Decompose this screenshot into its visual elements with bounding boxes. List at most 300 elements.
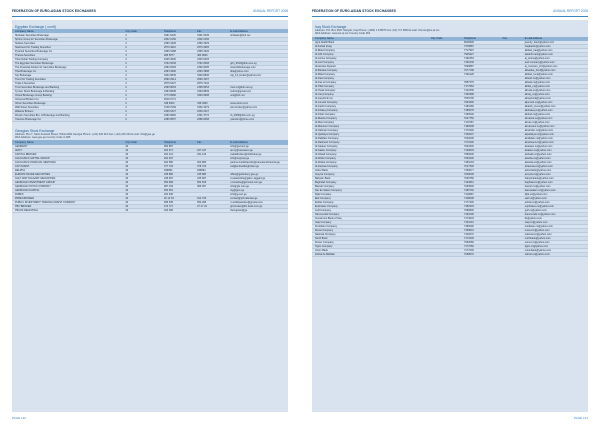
cell-company: Trend for Trading Securities [12,77,122,81]
cell-company: Pyramid Securities Brokerage Co. [12,49,122,53]
cell-company: Investment Bank of Iraq [312,217,428,221]
cell-company: Eshtar Company [312,201,428,205]
cell-email: partner.kurtskhavidze@caucasusfinancial.ge [227,161,288,165]
column-header-fax: Fax [194,29,227,33]
cell-telephone: 922 580 [161,161,194,165]
cell-telephone: 7063300 [461,145,500,149]
cell-email: alsadeer.co@yahoo.com [522,145,588,149]
cell-fax: 3349 9508 [194,93,227,97]
cell-telephone: 2336 0327 [161,109,194,113]
cell-city-code: 2 [122,33,161,37]
cell-email: northbank@yahoo.com [522,237,588,241]
cell-company: Elaf Company [312,197,428,201]
cell-fax: 2336 0327 [194,109,227,113]
cell-email: alfasal.co@yahoo.com [522,81,588,85]
cell-email: alzawraa.co@yahoo.com [522,165,588,169]
cell-company: Al-Warka Company [312,161,428,165]
cell-telephone: 7161006 [461,213,500,217]
cell-fax: 2395 3206 [194,49,227,53]
cell-telephone: 7180303 [461,205,500,209]
cell-telephone: 7047750 [461,117,500,121]
cell-company: Top Brokerage [12,73,122,77]
cell-telephone: 3748 7006 [161,105,194,109]
cell-company: Sphinx Group for Securities Brokerage [12,37,122,41]
cell-city-code: 32 [122,209,161,213]
content-panel [312,20,588,412]
cell-company: Al-Fahad (Iraq) [312,45,428,49]
header-report: ANNUAL REPORT 2008 [553,9,588,13]
cell-email: almasira.co@yahoo.com [522,117,588,121]
cell-fax [500,253,522,257]
cell-city-code: 32 [122,145,161,149]
cell-city-code: 2 [122,89,161,93]
cell-email: ucs@link.net [227,93,288,97]
section-title: Georgian Stock Exchange [15,128,55,133]
cell-company: Trust Securities Brokerage and Banking [12,85,122,89]
cell-telephone: 7478887 [461,45,500,49]
cell-fax: 920 983 [194,161,227,165]
cell-telephone: 7068070 [461,253,500,257]
cell-city-code: 32 [122,181,161,185]
cell-telephone: 7717997 [461,49,500,53]
cell-fax [194,209,227,213]
cell-email: tiba@prime.com [227,69,288,73]
column-header-telephone: Telephone [161,140,194,144]
cell-company: Gulf Company [312,209,428,213]
column-header-email: E-mail Address [227,140,288,144]
cell-telephone: 7048006 [461,173,500,177]
cell-email: aliraqzonk@yahoo.com [522,97,588,101]
cell-fax: 338 3083 [194,101,227,105]
cell-city-code: 2 [122,109,161,113]
cell-telephone: 7171000 [461,141,500,145]
cell-telephone: 2390 3328 [161,41,194,45]
cell-fax: 2395 8053 [194,85,227,89]
section-georgian-stock-exchange [12,128,288,213]
cell-company: Al-Daa Company [312,77,428,81]
cell-company: DELPHA [12,169,122,173]
header-org: FEDERATION OF EURO-ASIAN STOCK EXCHANGES [12,9,96,13]
cell-telephone: 7088800 [461,209,500,213]
cell-email: capitalbroker@cbkbroker.ge [227,153,288,157]
cell-telephone: 7121536 [461,89,500,93]
cell-email: aliraq_co@yahoo.com [522,93,588,97]
cell-email: ashurbank@yahoo.com [522,169,588,173]
cell-email: m.lordkipanidze@gmaiw.com [227,201,288,205]
cell-company: AMCY [12,149,122,153]
cell-city-code: 2 [122,65,161,69]
cell-telephone: 7117060 [461,121,500,125]
cell-telephone: 939894 [161,169,194,173]
cell-telephone: 7190153 [461,57,500,61]
cell-email: www.tfabrokerage.com [227,65,288,69]
cell-company: Al Bilad Company [312,49,428,53]
cell-company: Dijla Company [312,193,428,197]
cell-email: alwaha.co@yahoo.com [522,157,588,161]
cell-email: alkhair.co@yahoo.com [522,113,588,117]
cell-email: office@gelbrokery.gse.ge [227,173,288,177]
cell-email: dijla.co@yahoo.com [522,193,588,197]
cell-company: CAPITAL BROKER [12,153,122,157]
cell-city-code: 32 [122,169,161,173]
cell-email: yasmbro@prime.com [227,117,288,121]
cell-email: info@georent.ge [227,145,288,149]
cell-company: CAUCASUS CAPITAL GROUP [12,157,122,161]
cell-company: TBILISI REGISTRAL [12,209,122,213]
cell-telephone: 7905227 [461,53,500,57]
cell-email: wss.broker@yahoo.com [227,105,288,109]
cell-city-code: 32 [122,173,161,177]
column-header-telephone: Telephone [461,37,500,41]
cell-fax: 2579 4905 [194,45,227,49]
cell-telephone: 291 940 [161,193,194,197]
cell-company: Mosul Company [312,229,428,233]
content-panel [12,20,288,412]
cell-company: Al-Salam Company [312,149,428,153]
cell-company: GEORGIAN INVESTMENT GROUP [12,181,122,185]
cell-telephone: 7887375 [461,81,500,85]
cell-company: CAUCASUS FINANCIAL SERVICES [12,161,122,165]
cell-telephone: 323 385 [161,209,194,213]
cell-telephone: 7120070 [461,233,500,237]
cell-email: amcy@caucasus.ge [227,149,288,153]
cell-telephone: 2575 6427 [161,81,194,85]
cell-telephone: 7120810 [461,181,500,185]
cell-telephone: 272 727 [161,205,194,209]
cell-telephone: 7060080 [461,241,500,245]
cell-city-code: 2 [122,85,161,89]
cell-telephone: 7065780 [461,177,500,181]
cell-telephone: 7063300 [461,101,500,105]
company-table [12,140,288,213]
cell-city-code: 2 [122,117,161,121]
section-title: Iraq Stock Exchange [315,25,347,29]
cell-city-code: 32 [122,189,161,193]
cell-email: tcobro@gmail.com [227,89,288,93]
cell-fax: 227 447 [194,149,227,153]
cell-email: ibi@yahoo.com [522,217,588,221]
cell-telephone: 338 8300 [161,101,194,105]
cell-fax: 235 880 [194,173,227,177]
cell-city-code: 32 [122,185,161,189]
cell-email: tigris.co@yahoo.com [522,245,588,249]
cell-fax: 291 413 [194,153,227,157]
cell-city-code: 2 [122,61,161,65]
cell-email: cat@embeddingbroker.ge [227,165,288,169]
cell-telephone: 7190136 [461,61,500,65]
cell-fax: 2394 8839 [194,89,227,93]
cell-company: GEORGIAN-CAPITAL [12,189,122,193]
header-org: FEDERATION OF EURO-ASIAN STOCK EXCHANGES [312,9,396,13]
cell-telephone: 952 887 [161,145,194,149]
cell-email: alrafidain.co@yahoo.com [522,137,588,141]
cell-fax: 2392 8495 [194,65,227,69]
cell-email: trust.co@link.net.eg [227,85,288,89]
table-row [12,117,288,121]
cell-email: gfm_9510@link.com.eg [227,61,288,65]
cell-company: Al-Mansour Company [312,125,428,129]
cell-company: Al-Waha Company [312,157,428,161]
cell-email: alhuda.co@yahoo.com [522,89,588,93]
cell-company: Al-Bilad Company [312,73,428,77]
cell-telephone: 922 971 [161,149,194,153]
cell-company: GEORENT [12,145,122,149]
cell-telephone: 2393 3986 [161,69,194,73]
cell-city-code: 2 [122,69,161,73]
cell-email: alkhaleej.co@yahoo.com [522,109,588,113]
cell-company: Al-Iraq Company [312,93,428,97]
cell-fax: 952 286 [194,201,227,205]
cell-company: Sumer Company [312,241,428,245]
cell-email: alrasheed.co@yahoo.com [522,141,588,145]
cell-telephone: 7185078 [461,109,500,113]
page-header [312,9,588,15]
cell-company: CAT INVEST [12,165,122,169]
column-header-city-code: City Code [428,37,461,41]
cell-company: Al-Mas Company [312,121,428,125]
cell-email: tbcregister@ge [227,209,288,213]
column-header-company: Company Name [12,140,122,144]
cell-telephone: 2579 4910 [161,45,194,49]
cell-company: Assyria Company [312,173,428,177]
cell-company: Tycoon Stock Brokerage & Banking [12,89,122,93]
cell-email: iraqi.co@yahoo.com [522,221,588,225]
cell-fax: 235 997 [194,177,227,181]
cell-company: Alnasnam Alyarani [312,65,428,69]
cell-telephone: 3302 8845 [161,73,194,77]
cell-company: EUROPA TRADE SECURITIES [12,173,122,177]
cell-city-code: 32 [122,161,161,165]
cell-company: KOBFS [12,193,122,197]
cell-email: jewelry_bank@yahoo.com [522,41,588,45]
cell-email: euphrates.co@yahoo.com [522,205,588,209]
cell-company: Hammurabi Company [312,213,428,217]
cell-telephone: 2395 8053 [161,85,194,89]
cell-fax: 912 703 [194,197,227,201]
cell-telephone: 486 5877 [161,53,194,57]
cell-email: info@gfs.com.ge [227,185,288,189]
cell-email: elaf.co@yahoo.com [522,197,588,201]
cell-email: gulf.co@yahoo.com [522,209,588,213]
cell-company: Al-Baraka Company [312,69,428,73]
cell-email: basrah.co@yahoo.com [522,185,588,189]
cell-company: PUBLIC INVESTMENT TRADING INVEST COMPANY [12,201,122,205]
header-report: ANNUAL REPORT 2008 [253,9,288,13]
cell-company: GEORGIAN STOCK COMPANY [12,185,122,189]
cell-telephone: 7086006 [461,153,500,157]
cell-email: national.co@yahoo.com [522,233,588,237]
cell-email: albaraka_fund@yahoo.com [522,69,588,73]
cell-company: Wall Street Securities [12,105,122,109]
cell-telephone: 2516 0771 [161,97,194,101]
cell-telephone: 7069090 [461,185,500,189]
cell-company: Ashur Bank [312,169,428,173]
cell-company: Al-Khair Company [312,113,428,117]
cell-email: alnahrain.co@yahoo.com [522,129,588,133]
cell-company: Zahrat Al-Rafidain [312,253,428,257]
cell-city-code: 2 [122,101,161,105]
cell-company: Al-Masira Company [312,117,428,121]
cell-company: Al Junoob Company [312,101,428,105]
section-address: Address: P.O. Box 3607 Alwiyah, Iraq Phone: (+964) 1 8 8570 Fax: (01) 717 6800 E-mail: info-isx@isx-iq.net [315,29,440,32]
cell-city-code: 32 [122,201,161,205]
cell-city-code: 2 [122,37,161,41]
cell-company: Al-Ahli Company [312,53,428,57]
cell-telephone: 7179100 [461,129,500,133]
cell-email: top_13_broker@yahoo.com [227,73,288,77]
cell-company: Vision Securities Brokerage [12,101,122,105]
cell-telephone: 291 297 [161,157,194,161]
cell-telephone: 7101010 [461,221,500,225]
cell-telephone: 7177960 [461,85,500,89]
cell-company: Al-Nahrain Company [312,129,428,133]
cell-telephone: 7545735 [461,97,500,101]
cell-company: Al-Rasheed Company [312,141,428,145]
cell-company: Al-Rafidain Company [312,137,428,141]
cell-company: National Company [312,233,428,237]
cell-company: Tigris Company [312,245,428,249]
right-page [300,0,600,424]
cell-company: Starbound for Trading Securities [12,45,122,49]
cell-telephone: 3773 8986 [161,93,194,97]
column-header-company: Company Name [12,29,122,33]
cell-email: babylonbank@yahoo.com [522,177,588,181]
cell-telephone: 7128003 [461,149,500,153]
cell-telephone: 250 951 [161,189,194,193]
cell-company: Al-Fas el Company [312,81,428,85]
cell-company: Al-Aref Company [312,61,428,65]
cell-telephone: 7138008 [461,197,500,201]
cell-telephone: 7150398 [461,93,500,97]
column-header-city-code: City Code [122,29,161,33]
cell-company: Triple A Securities [12,81,122,85]
page-header [12,9,288,15]
cell-city-code: 32 [122,197,161,201]
column-header-email: E-mail Address [227,29,288,33]
cell-telephone: 377 703 [161,165,194,169]
cell-email: eshtar.co@yahoo.com [522,201,588,205]
cell-fax: 484 8926 [194,53,227,57]
cell-email: almansour.co@yahoo.com [522,125,588,129]
cell-telephone: 2395 3288 [161,49,194,53]
section-title: Egyptian Exchange ( cont'l) [15,25,57,29]
cell-fax: 2390 3329 [194,41,227,45]
cell-company: Baghdad Company [312,181,428,185]
cell-email: shobaan@link.net [227,33,288,37]
cell-city-code: 32 [122,205,161,209]
cell-email: assyria.co@yahoo.com [522,173,588,177]
cell-city-code [428,253,461,257]
cell-email: clg@gem.ge [227,189,288,193]
section-address: Address: Plot 7, Saint Zuraisof Street, Tbilisi 0062 Georgia Phone: (+32) 225 216 Fax: (+32) 225 216 E-mail: info@gse.ge [15,132,155,136]
cell-city-code: 2 [122,97,161,101]
cell-email: alkarkh_invest@yahoo.com [522,105,588,109]
cell-city-code: 2 [122,77,161,81]
column-header-city-code: City Code [122,140,161,144]
cell-company: Agra Ababil Bank [312,41,428,45]
cell-city-code: 2 [122,73,161,77]
cell-email: aref.company@yahoo.com [522,61,588,65]
page-number: PAGE 141 [574,416,588,420]
cell-email: albilad_iraq@yahoo.com [522,49,588,53]
cell-telephone: 7180008 [461,125,500,129]
table-row [312,253,588,257]
cell-email: alwarka.co@yahoo.com [522,161,588,165]
cell-telephone: 954 899 [161,181,194,185]
cell-telephone: 7171600 [461,237,500,241]
cell-company: GALT AND TAGGART SECURITIES [12,177,122,181]
cell-telephone: 2394 8838 [161,89,194,93]
page-number: PAGE 140 [12,416,26,420]
section-web-address: Web Address: www.gse.ge Country Code in 995 [15,136,71,140]
section-egyptian-exchange [12,24,288,122]
cell-email: n.beradze@gcinvest.com.ge [227,181,288,185]
cell-city-code: 2 [122,93,161,97]
cell-telephone: 987 109 [161,185,194,189]
cell-email: alshaab.co@yahoo.com [522,153,588,157]
cell-email: contact@primabroker.ge [227,197,288,201]
cell-company: Tiba Global Trading Company [12,57,122,61]
cell-email: alsalam.co@yahoo.com [522,149,588,153]
cell-telephone: 7180180 [461,105,500,109]
cell-fax: 952 815 [194,181,227,185]
cell-fax: 2579 7442 [194,81,227,85]
cell-company: Al-Karkh Company [312,105,428,109]
cell-telephone: 2386 8557 [161,117,194,121]
cell-company: TBC BROKER [12,205,122,209]
cell-telephone: 235 880 [161,173,194,177]
cell-company: Euphrates Company [312,205,428,209]
cell-city-code: 32 [122,165,161,169]
cell-city-code: 32 [122,149,161,153]
cell-company: Al-Qadisiya Company [312,133,428,137]
cell-fax: 999 067 [194,185,227,189]
cell-telephone: 92 12 54 [161,197,194,201]
cell-city-code: 2 [122,49,161,53]
cell-email: unionbank@yahoo.com [522,249,588,253]
cell-company: Al-Iraq Zonk Inc. [312,97,428,101]
cell-company: Al-Khaleej Company [312,109,428,113]
cell-fax: 2590 3407 [194,77,227,81]
column-header-fax: Fax [500,37,522,41]
cell-company: Babylon Bank [312,177,428,181]
column-header-email: E-mail Address [522,37,588,41]
cell-fax: 939894 [194,169,227,173]
cell-telephone: 7160007 [461,133,500,137]
cell-telephone: 7040006 [461,137,500,141]
cell-email: alfaraz.co@yahoo.com [522,77,588,81]
cell-company: North Bank [312,237,428,241]
cell-city-code: 32 [122,153,161,157]
section-web-address: Web Address: www.isx-iq.net Country Code 964 [315,32,371,36]
cell-telephone: 7180090 [461,225,500,229]
cell-company: Yasmine Brokerage Co. [12,117,122,121]
cell-city-code: 2 [122,113,161,117]
cell-fax: 2391 3776 [194,113,227,117]
cell-email: gfs.broker@tbc.bank.com.ge [227,205,288,209]
cell-fax: 2302 0156 [194,37,227,41]
cell-telephone: 7165000 [461,113,500,117]
cell-company: Al-Zawraa Company [312,165,428,169]
cell-city-code: 2 [122,81,161,85]
cell-city-code: 2 [122,105,161,109]
cell-company: Tiba Brokerage Co. [12,69,122,73]
cell-telephone: 7177200 [461,201,500,205]
cell-fax: 27 27 24 [194,205,227,209]
cell-email: zahrat.co@yahoo.com [522,253,588,257]
cell-fax: 2345 6325 [194,57,227,61]
column-header-company: Company Name [312,37,428,41]
